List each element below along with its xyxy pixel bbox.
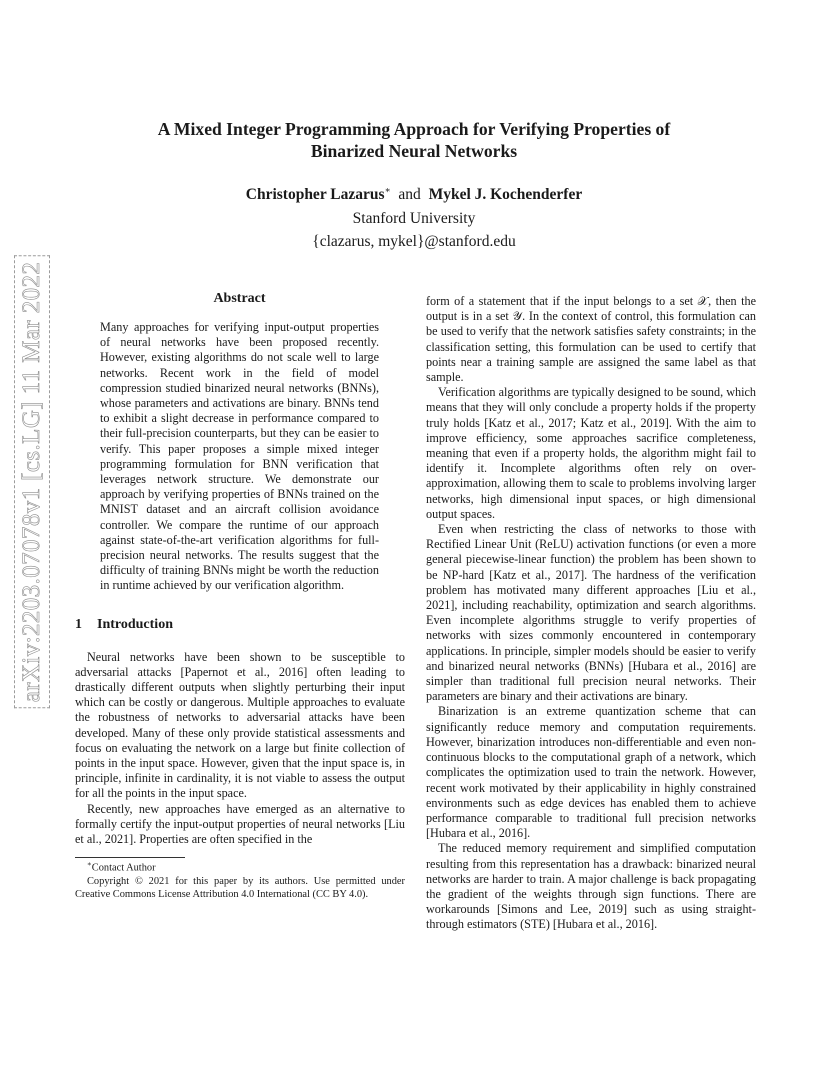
section-heading-introduction	[75, 616, 405, 634]
paper-title	[100, 118, 728, 162]
section-number: 1	[75, 616, 82, 632]
title-line-1: A Mixed Integer Programming Approach for Verifying Properties of	[157, 119, 671, 139]
right-column	[426, 294, 756, 933]
footnote-2: Copyright © 2021 for this paper by its authors. Use permitted under Creative Commons License Attribution 4.0 International (CC BY 4.0).	[75, 875, 405, 900]
arxiv-identifier-text: arXiv:2203.07078v1 [cs.LG] 11 Mar 2022	[18, 261, 45, 703]
intro-paragraph-2: Recently, new approaches have emerged as an alternative to formally certify the input-output properties of neural networks [Liu et al., 2021]. Properties are often specified in the	[75, 801, 405, 847]
footnote-1	[75, 858, 405, 874]
left-column	[75, 290, 405, 901]
right-paragraph-1: form of a statement that if the input belongs to a set 𝒳, then the output is in a set 𝒴. In the context of control, this formulation can be used to verify that the network satisfies safety constraints; in the classification setting, this formulation can be used to certify that points near a training sample are assigned the same label as that sample.	[426, 294, 756, 385]
right-paragraph-5: The reduced memory requirement and simplified computation resulting from this representation has a drawback: binarized neural networks are harder to train. A major challenge is back propagating the gradient of the weights through sign functions. There are workarounds [Simons and Lee, 2019] such as using straight-through estimators (STE) [Hubara et al., 2016].	[426, 841, 756, 932]
affiliation: Stanford University	[352, 210, 476, 227]
abstract-heading: Abstract	[213, 291, 266, 306]
title-line-2: Binarized Neural Networks	[310, 141, 518, 161]
author-1-footnote-mark: ∗	[384, 184, 391, 195]
author-1: Christopher Lazarus	[245, 186, 385, 203]
author-conjunction: and	[398, 186, 421, 203]
author-emails: {clazarus, mykel}@stanford.edu	[312, 233, 516, 250]
section-title: Introduction	[97, 616, 173, 632]
arxiv-identifier	[12, 258, 52, 706]
footnotes	[75, 858, 405, 900]
footnote-1-text: Contact Author	[91, 862, 156, 874]
intro-paragraph-1: Neural networks have been shown to be susceptible to adversarial attacks [Papernot et al., 2016] often leading to drastically different outputs when slightly perturbing their input which can be costly or dangerous. Multiple approaches to evaluate the robustness of networks to adversarial attacks have been developed. Many of these only provide statistical assessments and focus on evaluating the network on a large but finite collection of points in the input space. However, given that the input space is, in principle, infinite in cardinality, it is not viable to assess the output for all the points in the input space.	[75, 649, 405, 801]
authors	[100, 184, 728, 206]
footnote-mark: ∗	[87, 860, 92, 869]
right-paragraph-2: Verification algorithms are typically designed to be sound, which means that they will only conclude a property holds if the property truly holds [Katz et al., 2017; Katz et al., 2019]. With the aim to improve efficiency, some approaches sacrifice completeness, meaning that even if a property holds, the algorithm might fail to identify it. Incomplete algorithms often rely on over-approximation, allowing them to scale to problems involving larger networks, high dimensional input spaces, or high dimensional output spaces.	[426, 385, 756, 521]
abstract-text: Many approaches for verifying input-output properties of neural networks have been proposed recently. However, existing algorithms do not scale well to large networks. Recent work in the field of model compression studied binarized neural networks (BNNs), whose parameters and activations are binary. BNNs tend to exhibit a slight decrease in performance compared to their full-precision counterparts, but they can be easier to verify. This paper proposes a simple mixed integer programming formulation for BNN verification that leverages network structure. We demonstrate our approach by verifying properties of BNNs trained on the MNIST dataset and an aircraft collision avoidance controller. We compare the runtime of our approach against state-of-the-art verification algorithms for full-precision neural networks. The results suggest that the difficulty of training BNNs might be worth the reduction in runtime achieved by our verification algorithm.	[100, 320, 379, 593]
right-paragraph-4: Binarization is an extreme quantization scheme that can significantly reduce memory and computation requirements. However, binarization introduces non-differentiable and even non-continuous blocks to the computational graph of a network, which complicates the optimization used to train the network. However, recent work motivated by their applicability in highly constrained environments such as edge devices has enabled them to achieve performance comparable to traditional full precision networks [Hubara et al., 2016].	[426, 704, 756, 841]
right-paragraph-3: Even when restricting the class of networks to those with Rectified Linear Unit (ReLU) activation functions (or even a more general piecewise-linear function) the problem has been shown to be NP-hard [Katz et al., 2017]. The hardness of the verification problem has motivated many different approaches [Liu et al., 2021], including reachability, optimization and search algorithms. Even incomplete algorithms struggle to verify properties of networks with sizes commonly encountered in contemporary applications. In principle, simpler models should be easier to verify and binarized neural networks (BNNs) [Hubara et al., 2016] are simpler than traditional full precision neural networks. Their parameters are binary and their activations are binary.	[426, 522, 756, 704]
author-2: Mykel J. Kochenderfer	[428, 186, 583, 203]
